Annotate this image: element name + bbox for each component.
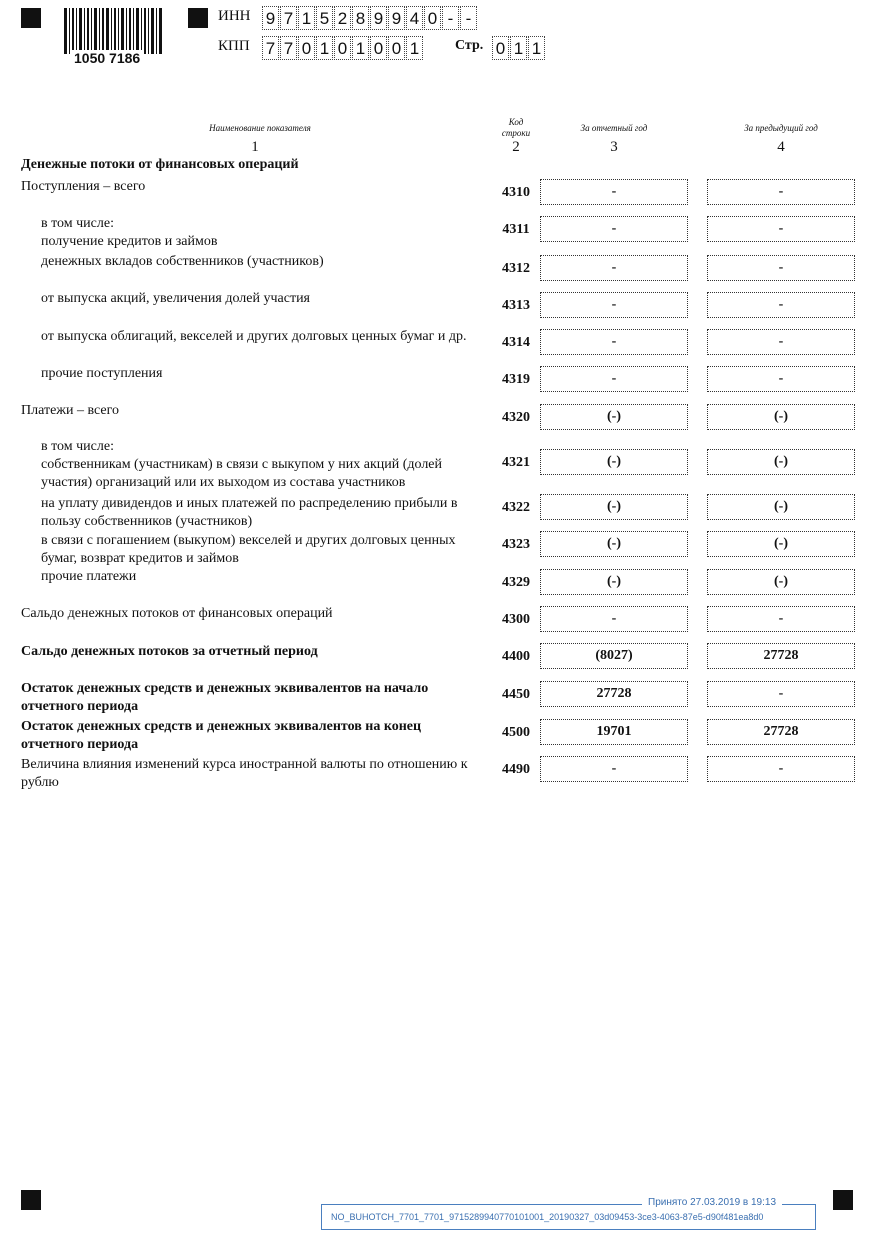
- previous-year-value-field: 27728: [707, 643, 855, 669]
- row-label: [21, 643, 491, 661]
- previous-year-value-field: (-): [707, 449, 855, 475]
- inn-cell: -: [442, 6, 459, 30]
- row-label: [21, 605, 491, 623]
- inn-cell: 9: [262, 6, 279, 30]
- row-label-line: участия) организаций или их выходом из состава участников: [41, 475, 406, 490]
- row-label-line: рублю: [21, 775, 59, 790]
- current-year-value-field: -: [540, 329, 688, 355]
- row-label-line: от выпуска акций, увеличения долей участия: [41, 291, 311, 306]
- row-code: 4320: [502, 410, 530, 425]
- previous-year-value-field: (-): [707, 404, 855, 430]
- previous-year-value-field: (-): [707, 569, 855, 595]
- current-year-value-field: (-): [540, 449, 688, 475]
- row-label-line: Величина влияния изменений курса иностранной валюты по отношению к: [21, 757, 468, 772]
- row-label-line: Поступления – всего: [21, 179, 146, 194]
- row-label-line: бумаг, возврат кредитов и займов: [41, 551, 239, 566]
- previous-year-value-field: -: [707, 366, 855, 392]
- row-label: [41, 215, 491, 251]
- inn-cell: 0: [424, 6, 441, 30]
- row-label-line: отчетного периода: [21, 737, 139, 752]
- kpp-cell: 0: [298, 36, 315, 60]
- kpp-cells: [262, 36, 424, 60]
- row-label: [21, 178, 491, 196]
- column-number-2: 2: [512, 139, 520, 155]
- row-label: [41, 568, 491, 586]
- current-year-value-field: -: [540, 255, 688, 281]
- row-label-line: Платежи – всего: [21, 403, 119, 418]
- row-label: [41, 365, 491, 383]
- current-year-value-field: -: [540, 366, 688, 392]
- inn-cell: 4: [406, 6, 423, 30]
- current-year-value-field: (-): [540, 531, 688, 557]
- kpp-cell: 7: [262, 36, 279, 60]
- row-label: [41, 328, 491, 346]
- page-cell: 1: [510, 36, 527, 60]
- current-year-value-field: -: [540, 216, 688, 242]
- current-year-value-field: 27728: [540, 681, 688, 707]
- row-code: 4490: [502, 762, 530, 777]
- inn-cell: 7: [280, 6, 297, 30]
- inn-cell: 2: [334, 6, 351, 30]
- row-code: 4314: [502, 335, 530, 350]
- row-label-line: на уплату дивидендов и иных платежей по распределению прибыли в: [41, 496, 458, 511]
- inn-cell: 5: [316, 6, 333, 30]
- page-cell: 1: [528, 36, 545, 60]
- corner-marker-top-left: [21, 8, 41, 28]
- row-label-line: денежных вкладов собственников (участников): [41, 254, 324, 269]
- kpp-cell: 1: [406, 36, 423, 60]
- previous-year-value-field: -: [707, 255, 855, 281]
- page-label: Стр.: [455, 38, 484, 53]
- current-year-value-field: -: [540, 292, 688, 318]
- row-label-line: в том числе:: [41, 439, 114, 454]
- row-code: 4311: [502, 222, 530, 237]
- column-header-name: Наименование показателя: [209, 123, 311, 133]
- current-year-value-field: (-): [540, 569, 688, 595]
- row-label-line: Сальдо денежных потоков от финансовых операций: [21, 606, 333, 621]
- current-year-value-field: (-): [540, 404, 688, 430]
- column-header-code-2: строки: [501, 128, 531, 138]
- page-cells: [492, 36, 546, 60]
- corner-marker-bottom-left: [21, 1190, 41, 1210]
- barcode-number: 1050 7186: [74, 50, 141, 66]
- column-header-code-1: Код: [508, 117, 524, 127]
- current-year-value-field: -: [540, 179, 688, 205]
- kpp-cell: 1: [352, 36, 369, 60]
- row-label: [41, 532, 491, 568]
- row-code: 4313: [502, 298, 530, 313]
- inn-cells: [262, 6, 478, 30]
- row-code: 4400: [502, 649, 530, 664]
- row-code: 4323: [502, 537, 530, 552]
- row-label: [41, 495, 491, 531]
- previous-year-value-field: -: [707, 756, 855, 782]
- row-label: [41, 253, 491, 271]
- row-label-line: от выпуска облигаций, векселей и других долговых ценных бумаг и др.: [41, 329, 467, 344]
- row-code: 4300: [502, 612, 530, 627]
- row-label-line: в связи с погашением (выкупом) векселей и других долговых ценных: [41, 533, 456, 548]
- column-number-4: 4: [777, 139, 785, 155]
- inn-cell: 8: [352, 6, 369, 30]
- kpp-label: КПП: [218, 38, 250, 54]
- previous-year-value-field: -: [707, 329, 855, 355]
- row-code: 4450: [502, 687, 530, 702]
- inn-cell: 9: [388, 6, 405, 30]
- current-year-value-field: (8027): [540, 643, 688, 669]
- row-label-line: получение кредитов и займов: [41, 234, 218, 249]
- corner-marker-top-center: [188, 8, 208, 28]
- previous-year-value-field: -: [707, 292, 855, 318]
- row-label: [21, 402, 491, 420]
- row-label-line: прочие поступления: [41, 366, 163, 381]
- row-code: 4319: [502, 372, 530, 387]
- previous-year-value-field: (-): [707, 531, 855, 557]
- row-label-line: Остаток денежных средств и денежных эквивалентов на конец: [21, 719, 422, 734]
- column-header-previous-year: За предыдущий год: [744, 123, 818, 133]
- row-label-line: в том числе:: [41, 216, 114, 231]
- row-label-line: Остаток денежных средств и денежных эквивалентов на начало: [21, 681, 429, 696]
- inn-cell: 9: [370, 6, 387, 30]
- column-number-1: 1: [251, 139, 259, 155]
- previous-year-value-field: -: [707, 681, 855, 707]
- previous-year-value-field: -: [707, 216, 855, 242]
- section-title: Денежные потоки от финансовых операций: [21, 157, 299, 172]
- row-label: [41, 438, 491, 492]
- previous-year-value-field: (-): [707, 494, 855, 520]
- acceptance-stamp-date: Принято 27.03.2019 в 19:13: [642, 1197, 782, 1208]
- current-year-value-field: (-): [540, 494, 688, 520]
- kpp-cell: 1: [316, 36, 333, 60]
- inn-label: ИНН: [218, 8, 251, 24]
- previous-year-value-field: -: [707, 606, 855, 632]
- current-year-value-field: 19701: [540, 719, 688, 745]
- row-code: 4500: [502, 725, 530, 740]
- row-label-line: Сальдо денежных потоков за отчетный период: [21, 644, 318, 659]
- previous-year-value-field: 27728: [707, 719, 855, 745]
- row-label-line: отчетного периода: [21, 699, 139, 714]
- kpp-cell: 0: [334, 36, 351, 60]
- row-label: [21, 718, 491, 754]
- column-header-current-year: За отчетный год: [580, 123, 648, 133]
- row-label-line: собственникам (участникам) в связи с выкупом у них акций (долей: [41, 457, 443, 472]
- row-code: 4322: [502, 500, 530, 515]
- row-label: [21, 680, 491, 716]
- inn-cell: -: [460, 6, 477, 30]
- row-code: 4310: [502, 185, 530, 200]
- page-cell: 0: [492, 36, 509, 60]
- current-year-value-field: -: [540, 606, 688, 632]
- barcode: [64, 8, 164, 54]
- row-code: 4312: [502, 261, 530, 276]
- inn-cell: 1: [298, 6, 315, 30]
- previous-year-value-field: -: [707, 179, 855, 205]
- current-year-value-field: -: [540, 756, 688, 782]
- kpp-cell: 0: [370, 36, 387, 60]
- acceptance-stamp-filename: NO_BUHOTCH_7701_7701_9715289940770101001_20190327_03d09453-3ce3-4063-87e5-d90f481ea8d0: [331, 1212, 764, 1222]
- column-number-3: 3: [610, 139, 618, 155]
- row-label-line: пользу собственников (участников): [41, 514, 253, 529]
- corner-marker-bottom-right: [833, 1190, 853, 1210]
- row-label: [21, 756, 491, 792]
- kpp-cell: 7: [280, 36, 297, 60]
- kpp-cell: 0: [388, 36, 405, 60]
- row-code: 4321: [502, 455, 530, 470]
- row-label-line: прочие платежи: [41, 569, 137, 584]
- row-label: [41, 290, 491, 308]
- row-code: 4329: [502, 575, 530, 590]
